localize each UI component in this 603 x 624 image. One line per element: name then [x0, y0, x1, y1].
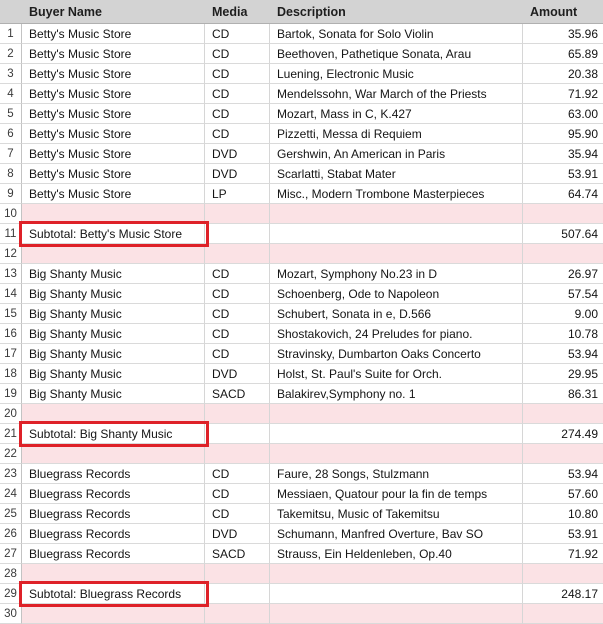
media-cell[interactable]: CD: [205, 284, 270, 304]
media-cell[interactable]: SACD: [205, 384, 270, 404]
buyer-name-cell[interactable]: Big Shanty Music: [22, 364, 205, 384]
grid-header-row: [0, 0, 603, 24]
amount-cell[interactable]: 63.00: [523, 104, 603, 124]
description-cell[interactable]: [270, 204, 523, 224]
amount-cell[interactable]: [523, 204, 603, 224]
media-cell[interactable]: DVD: [205, 164, 270, 184]
media-cell[interactable]: CD: [205, 124, 270, 144]
media-cell[interactable]: CD: [205, 324, 270, 344]
media-cell[interactable]: DVD: [205, 144, 270, 164]
amount-cell[interactable]: 29.95: [523, 364, 603, 384]
buyer-name-cell[interactable]: Big Shanty Music: [22, 384, 205, 404]
media-cell[interactable]: CD: [205, 304, 270, 324]
description-cell[interactable]: [270, 564, 523, 584]
media-cell[interactable]: DVD: [205, 524, 270, 544]
media-cell[interactable]: [205, 404, 270, 424]
row-number-cell[interactable]: 9: [0, 184, 22, 204]
table-row: [0, 364, 603, 384]
buyer-name-cell[interactable]: Betty's Music Store: [22, 24, 205, 44]
buyer-name-cell[interactable]: Big Shanty Music: [22, 344, 205, 364]
description-cell[interactable]: [270, 244, 523, 264]
buyer-name-cell[interactable]: Betty's Music Store: [22, 104, 205, 124]
buyer-name-cell[interactable]: Betty's Music Store: [22, 164, 205, 184]
amount-cell[interactable]: [523, 444, 603, 464]
subtotal-amount-cell[interactable]: 507.64: [523, 224, 603, 244]
description-cell[interactable]: Pizzetti, Messa di Requiem: [270, 124, 523, 144]
amount-cell[interactable]: 10.80: [523, 504, 603, 524]
subtotal-label-cell[interactable]: Subtotal: Big Shanty Music: [22, 424, 205, 444]
description-cell[interactable]: Holst, St. Paul's Suite for Orch.: [270, 364, 523, 384]
buyer-name-cell[interactable]: Big Shanty Music: [22, 264, 205, 284]
row-number-cell[interactable]: 19: [0, 384, 22, 404]
row-number-cell[interactable]: 5: [0, 104, 22, 124]
amount-cell[interactable]: 20.38: [523, 64, 603, 84]
grid-rows-container: [0, 24, 603, 624]
description-cell[interactable]: Gershwin, An American in Paris: [270, 144, 523, 164]
subtotal-row: [0, 424, 603, 444]
table-row: [0, 104, 603, 124]
description-cell[interactable]: [270, 604, 523, 624]
media-cell[interactable]: CD: [205, 104, 270, 124]
buyer-name-cell[interactable]: Big Shanty Music: [22, 284, 205, 304]
row-number-cell[interactable]: 12: [0, 244, 22, 264]
amount-cell[interactable]: [523, 244, 603, 264]
description-cell[interactable]: Mozart, Symphony No.23 in D: [270, 264, 523, 284]
description-cell[interactable]: Schubert, Sonata in e, D.566: [270, 304, 523, 324]
amount-cell[interactable]: 53.94: [523, 344, 603, 364]
buyer-name-cell[interactable]: Betty's Music Store: [22, 84, 205, 104]
media-cell[interactable]: CD: [205, 464, 270, 484]
row-number-cell[interactable]: 16: [0, 324, 22, 344]
amount-cell[interactable]: 64.74: [523, 184, 603, 204]
row-number-cell[interactable]: 26: [0, 524, 22, 544]
table-row: [0, 564, 603, 584]
description-cell[interactable]: Messiaen, Quatour pour la fin de temps: [270, 484, 523, 504]
media-cell[interactable]: [205, 444, 270, 464]
media-cell[interactable]: CD: [205, 264, 270, 284]
table-row: [0, 504, 603, 524]
buyer-name-cell[interactable]: Bluegrass Records: [22, 504, 205, 524]
row-number-cell[interactable]: 23: [0, 464, 22, 484]
description-cell[interactable]: Mozart, Mass in C, K.427: [270, 104, 523, 124]
media-cell[interactable]: [205, 204, 270, 224]
subtotal-amount-cell[interactable]: 248.17: [523, 584, 603, 604]
media-cell[interactable]: [205, 564, 270, 584]
table-row: [0, 524, 603, 544]
row-number-cell[interactable]: 2: [0, 44, 22, 64]
table-row: [0, 84, 603, 104]
media-cell[interactable]: CD: [205, 44, 270, 64]
table-row: [0, 544, 603, 564]
table-row: [0, 184, 603, 204]
amount-cell[interactable]: 53.91: [523, 164, 603, 184]
buyer-name-cell[interactable]: Bluegrass Records: [22, 524, 205, 544]
description-cell[interactable]: Balakirev,Symphony no. 1: [270, 384, 523, 404]
amount-cell[interactable]: 53.91: [523, 524, 603, 544]
column-header-amount[interactable]: Amount: [530, 4, 578, 19]
row-number-cell[interactable]: 13: [0, 264, 22, 284]
buyer-name-cell[interactable]: [22, 244, 205, 264]
media-cell[interactable]: CD: [205, 84, 270, 104]
amount-cell[interactable]: 65.89: [523, 44, 603, 64]
subtotal-row: [0, 584, 603, 604]
row-number-cell[interactable]: 11: [0, 224, 22, 244]
media-cell[interactable]: CD: [205, 64, 270, 84]
table-row: [0, 244, 603, 264]
row-number-cell[interactable]: 21: [0, 424, 22, 444]
row-number-cell[interactable]: 22: [0, 444, 22, 464]
buyer-name-cell[interactable]: Big Shanty Music: [22, 324, 205, 344]
table-row: [0, 164, 603, 184]
media-cell[interactable]: [205, 604, 270, 624]
subtotal-amount-cell[interactable]: 274.49: [523, 424, 603, 444]
table-row: [0, 124, 603, 144]
table-row: [0, 24, 603, 44]
table-row: [0, 304, 603, 324]
row-number-cell[interactable]: 4: [0, 84, 22, 104]
table-row: [0, 344, 603, 364]
subtotal-row: [0, 224, 603, 244]
buyer-name-cell[interactable]: Bluegrass Records: [22, 544, 205, 564]
column-header-description[interactable]: Description: [277, 4, 346, 19]
subtotal-label-cell[interactable]: Subtotal: Betty's Music Store: [22, 224, 205, 244]
amount-cell[interactable]: 35.96: [523, 24, 603, 44]
description-cell[interactable]: Stravinsky, Dumbarton Oaks Concerto: [270, 344, 523, 364]
table-row: [0, 204, 603, 224]
description-cell[interactable]: Beethoven, Pathetique Sonata, Arau: [270, 44, 523, 64]
row-number-cell[interactable]: 15: [0, 304, 22, 324]
media-cell[interactable]: DVD: [205, 364, 270, 384]
buyer-name-cell[interactable]: [22, 604, 205, 624]
row-number-cell[interactable]: 24: [0, 484, 22, 504]
buyer-name-cell[interactable]: Betty's Music Store: [22, 44, 205, 64]
row-number-cell[interactable]: 20: [0, 404, 22, 424]
row-number-cell[interactable]: 28: [0, 564, 22, 584]
row-number-cell[interactable]: 30: [0, 604, 22, 624]
amount-cell[interactable]: 35.94: [523, 144, 603, 164]
buyer-name-cell[interactable]: Bluegrass Records: [22, 484, 205, 504]
media-cell[interactable]: CD: [205, 484, 270, 504]
description-cell[interactable]: Mendelssohn, War March of the Priests: [270, 84, 523, 104]
row-number-cell[interactable]: 18: [0, 364, 22, 384]
buyer-name-cell[interactable]: Betty's Music Store: [22, 124, 205, 144]
row-number-cell[interactable]: 17: [0, 344, 22, 364]
amount-cell[interactable]: 71.92: [523, 544, 603, 564]
amount-cell[interactable]: [523, 604, 603, 624]
buyer-name-cell[interactable]: [22, 564, 205, 584]
buyer-name-cell[interactable]: Bluegrass Records: [22, 464, 205, 484]
table-row: [0, 464, 603, 484]
amount-cell[interactable]: [523, 564, 603, 584]
media-cell[interactable]: CD: [205, 24, 270, 44]
row-number-cell[interactable]: 25: [0, 504, 22, 524]
row-number-cell[interactable]: 3: [0, 64, 22, 84]
description-cell[interactable]: [270, 444, 523, 464]
subtotal-label-cell[interactable]: Subtotal: Bluegrass Records: [22, 584, 205, 604]
media-cell[interactable]: LP: [205, 184, 270, 204]
buyer-name-cell[interactable]: Big Shanty Music: [22, 304, 205, 324]
row-number-header[interactable]: [0, 0, 22, 23]
description-cell[interactable]: Luening, Electronic Music: [270, 64, 523, 84]
column-header-buyer-name[interactable]: Buyer Name: [29, 4, 102, 19]
buyer-name-cell[interactable]: [22, 204, 205, 224]
buyer-name-cell[interactable]: Betty's Music Store: [22, 144, 205, 164]
row-number-cell[interactable]: 29: [0, 584, 22, 604]
table-row: [0, 324, 603, 344]
table-row: [0, 144, 603, 164]
description-cell[interactable]: Strauss, Ein Heldenleben, Op.40: [270, 544, 523, 564]
description-cell[interactable]: Misc., Modern Trombone Masterpieces: [270, 184, 523, 204]
media-cell[interactable]: [205, 224, 270, 244]
table-row: [0, 444, 603, 464]
media-cell[interactable]: [205, 244, 270, 264]
row-number-cell[interactable]: 1: [0, 24, 22, 44]
table-row: [0, 64, 603, 84]
row-number-cell[interactable]: 7: [0, 144, 22, 164]
buyer-name-cell[interactable]: Betty's Music Store: [22, 184, 205, 204]
description-cell[interactable]: [270, 424, 523, 444]
description-cell[interactable]: Schoenberg, Ode to Napoleon: [270, 284, 523, 304]
column-header-media[interactable]: Media: [212, 4, 248, 19]
row-number-cell[interactable]: 27: [0, 544, 22, 564]
amount-cell[interactable]: 26.97: [523, 264, 603, 284]
buyer-name-cell[interactable]: [22, 404, 205, 424]
media-cell[interactable]: [205, 584, 270, 604]
description-cell[interactable]: [270, 584, 523, 604]
media-cell[interactable]: CD: [205, 504, 270, 524]
row-number-cell[interactable]: 10: [0, 204, 22, 224]
description-cell[interactable]: [270, 224, 523, 244]
table-row: [0, 604, 603, 624]
row-number-cell[interactable]: 6: [0, 124, 22, 144]
description-cell[interactable]: Bartok, Sonata for Solo Violin: [270, 24, 523, 44]
description-cell[interactable]: Schumann, Manfred Overture, Bav SO: [270, 524, 523, 544]
table-row: [0, 284, 603, 304]
amount-cell[interactable]: 9.00: [523, 304, 603, 324]
table-row: [0, 264, 603, 284]
buyer-name-cell[interactable]: Betty's Music Store: [22, 64, 205, 84]
table-row: [0, 484, 603, 504]
description-cell[interactable]: Faure, 28 Songs, Stulzmann: [270, 464, 523, 484]
description-cell[interactable]: Shostakovich, 24 Preludes for piano.: [270, 324, 523, 344]
amount-cell[interactable]: 86.31: [523, 384, 603, 404]
amount-cell[interactable]: 57.54: [523, 284, 603, 304]
media-cell[interactable]: SACD: [205, 544, 270, 564]
media-cell[interactable]: CD: [205, 344, 270, 364]
description-cell[interactable]: [270, 404, 523, 424]
description-cell[interactable]: Scarlatti, Stabat Mater: [270, 164, 523, 184]
buyer-name-cell[interactable]: [22, 444, 205, 464]
table-row: [0, 384, 603, 404]
amount-cell[interactable]: 57.60: [523, 484, 603, 504]
row-number-cell[interactable]: 8: [0, 164, 22, 184]
media-cell[interactable]: [205, 424, 270, 444]
table-row: [0, 44, 603, 64]
amount-cell[interactable]: 53.94: [523, 464, 603, 484]
row-number-cell[interactable]: 14: [0, 284, 22, 304]
amount-cell[interactable]: [523, 404, 603, 424]
amount-cell[interactable]: 71.92: [523, 84, 603, 104]
table-row: [0, 404, 603, 424]
amount-cell[interactable]: 10.78: [523, 324, 603, 344]
amount-cell[interactable]: 95.90: [523, 124, 603, 144]
description-cell[interactable]: Takemitsu, Music of Takemitsu: [270, 504, 523, 524]
